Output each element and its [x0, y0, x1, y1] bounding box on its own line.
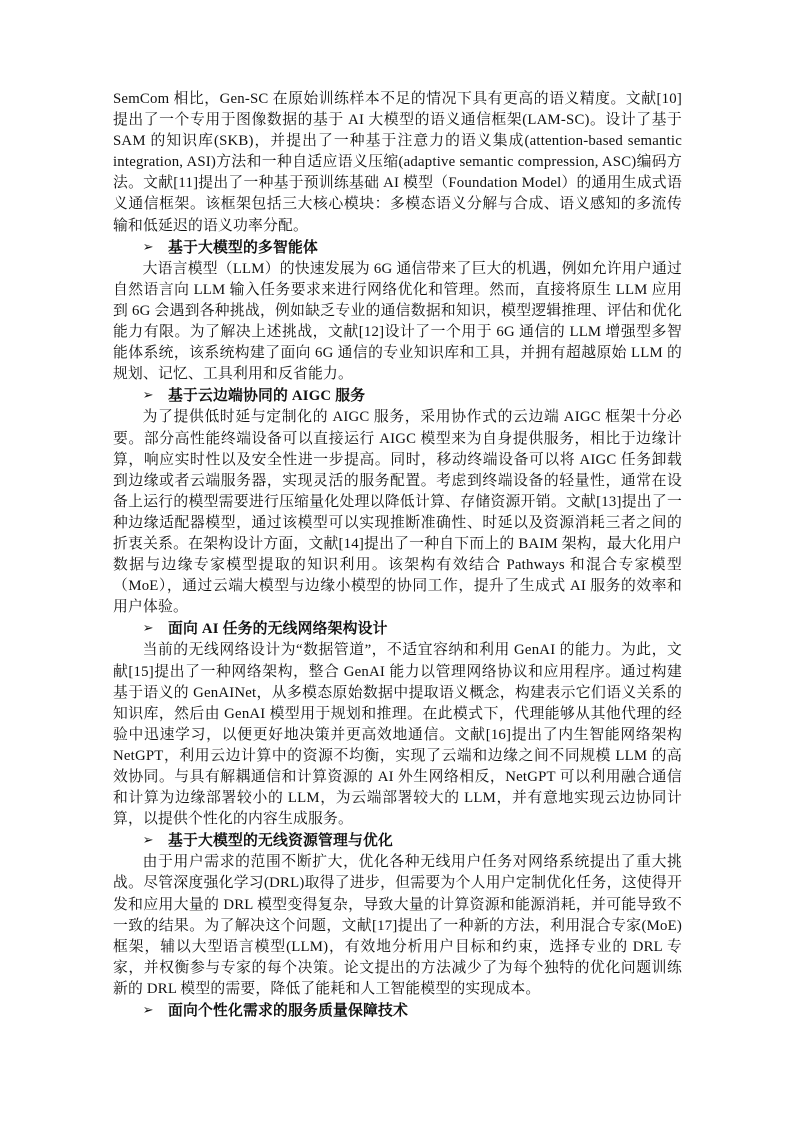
paragraph-drl-moe-optimization: 由于用户需求的范围不断扩大，优化各种无线用户任务对网络系统提出了重大挑战。尽管深度强化学习(DRL)取得了进步，但需要为个人用户定制优化任务，这使得开发和应用大量的 DRL 模型变得复杂，导致大量的计算资源和能源消耗，并可能导致不一致的结果。为了解决这个问题，文献[17]提出了一种新的方法，利用混合专家(MoE)框架，辅以大型语言模型(LLM)，有效地分析用户目标和约束，选择专业的 DRL 专家，并权衡参与专家的每个决策。论文提出的方法减少了为每个独特的优化问题训练新的 DRL 模型的需要，降低了能耗和人工智能模型的实现成本。 — [113, 854, 682, 997]
section-heading-label: 面向 AI 任务的无线网络架构设计 — [167, 621, 388, 638]
arrow-bullet-icon: ➢ — [142, 238, 154, 254]
paragraph-genai-network: 当前的无线网络设计为“数据管道”，不适宜容纳和利用 GenAI 的能力。为此，文献[15]提出了一种网络架构，整合 GenAI 能力以管理网络协议和应用程序。通过构建基于语义的 GenAINet，从多模态原始数据中提取语义概念，构建表示它们语义关系的知识库，然后由 GenAI 模型用于规划和推理。在此模式下，代理能够从其他代理的经验中迅速学习，以便更好地决策并更高效地通信。文献[16]提出了内生智能网络架构 NetGPT，利用云边计算中的资源不均衡，实现了云端和边缘之间不同规模 LLM 的高效协同。与具有解耦通信和计算资源的 AI 外生网络相反，NetGPT 可以利用融合通信和计算为边缘部署较小的 LLM，为云端部署较大的 LLM，并有意地实现云边协同计算，以提供个性化的内容生成服务。 — [113, 642, 682, 828]
arrow-bullet-icon: ➢ — [142, 620, 154, 636]
section-heading-label: 基于大模型的无线资源管理与优化 — [167, 833, 393, 850]
section-heading-label: 基于大模型的多智能体 — [167, 239, 318, 256]
section-heading-label: 基于云边端协同的 AIGC 服务 — [167, 388, 366, 405]
section-heading-qos-guarantee — [113, 1000, 682, 1022]
paragraph-llm-6g-agents: 大语言模型（LLM）的快速发展为 6G 通信带来了巨大的机遇，例如允许用户通过自然语言向 LLM 输入任务要求来进行网络优化和管理。然而，直接将原生 LLM 应用到 6G 会遇到各种挑战，例如缺乏专业的通信数据和知识，模型逻辑推理、评估和优化能力有限。为了解决上述挑战，文献[12]设计了一个用于 6G 通信的 LLM 增强型多智能体系统，该系统构建了面向 6G 通信的专业知识库和工具，并拥有超越原始 LLM 的规划、记忆、工具利用和反省能力。 — [113, 260, 682, 383]
arrow-bullet-icon: ➢ — [142, 387, 154, 403]
arrow-bullet-icon: ➢ — [142, 1002, 154, 1018]
section-heading-label: 面向个性化需求的服务质量保障技术 — [167, 1003, 408, 1020]
arrow-bullet-icon: ➢ — [142, 832, 154, 848]
document-body — [113, 89, 682, 1022]
section-heading-network-architecture — [113, 618, 682, 640]
section-heading-multi-agents — [113, 237, 682, 259]
paragraph-cloud-edge-aigc: 为了提供低时延与定制化的 AIGC 服务，采用协作式的云边端 AIGC 框架十分必要。部分高性能终端设备可以直接运行 AIGC 模型来为自身提供服务，相比于边缘计算，响应实时性以及安全性进一步提高。同时，移动终端设备可以将 AIGC 任务卸载到边缘或者云端服务器，实现灵活的服务配置。考虑到终端设备的轻量性，通常在设备上运行的模型需要进行压缩量化处理以降低计算、存储资源开销。文献[13]提出了一种边缘适配器模型，通过该模型可以实现推断准确性、时延以及资源消耗三者之间的折衷关系。在架构设计方面，文献[14]提出了一种自下而上的 BAIM 架构，最大化用户数据与边缘专家模型提取的知识利用。该架构有效结合 Pathways 和混合专家模型（MoE），通过云端大模型与边缘小模型的协同工作，提升了生成式 AI 服务的效率和用户体验。 — [113, 409, 682, 616]
paragraph-semcom-gensc: SemCom 相比，Gen-SC 在原始训练样本不足的情况下具有更高的语义精度。文献[10]提出了一个专用于图像数据的基于 AI 大模型的语义通信框架(LAM-SC)。设计了基于 SAM 的知识库(SKB)，并提出了一种基于注意力的语义集成(attention-based semantic integration, ASI)方法和一种自适应语义压缩(adaptive semantic compression, ASC)编码方法。文献[11]提出了一种基于预训练基础 AI 模型（Foundation Model）的通用生成式语义通信框架。该框架包括三大核心模块：多模态语义分解与合成、语义感知的多流传输和低延迟的语义功率分配。 — [113, 91, 682, 234]
section-heading-resource-management — [113, 830, 682, 852]
section-heading-aigc-services — [113, 385, 682, 407]
